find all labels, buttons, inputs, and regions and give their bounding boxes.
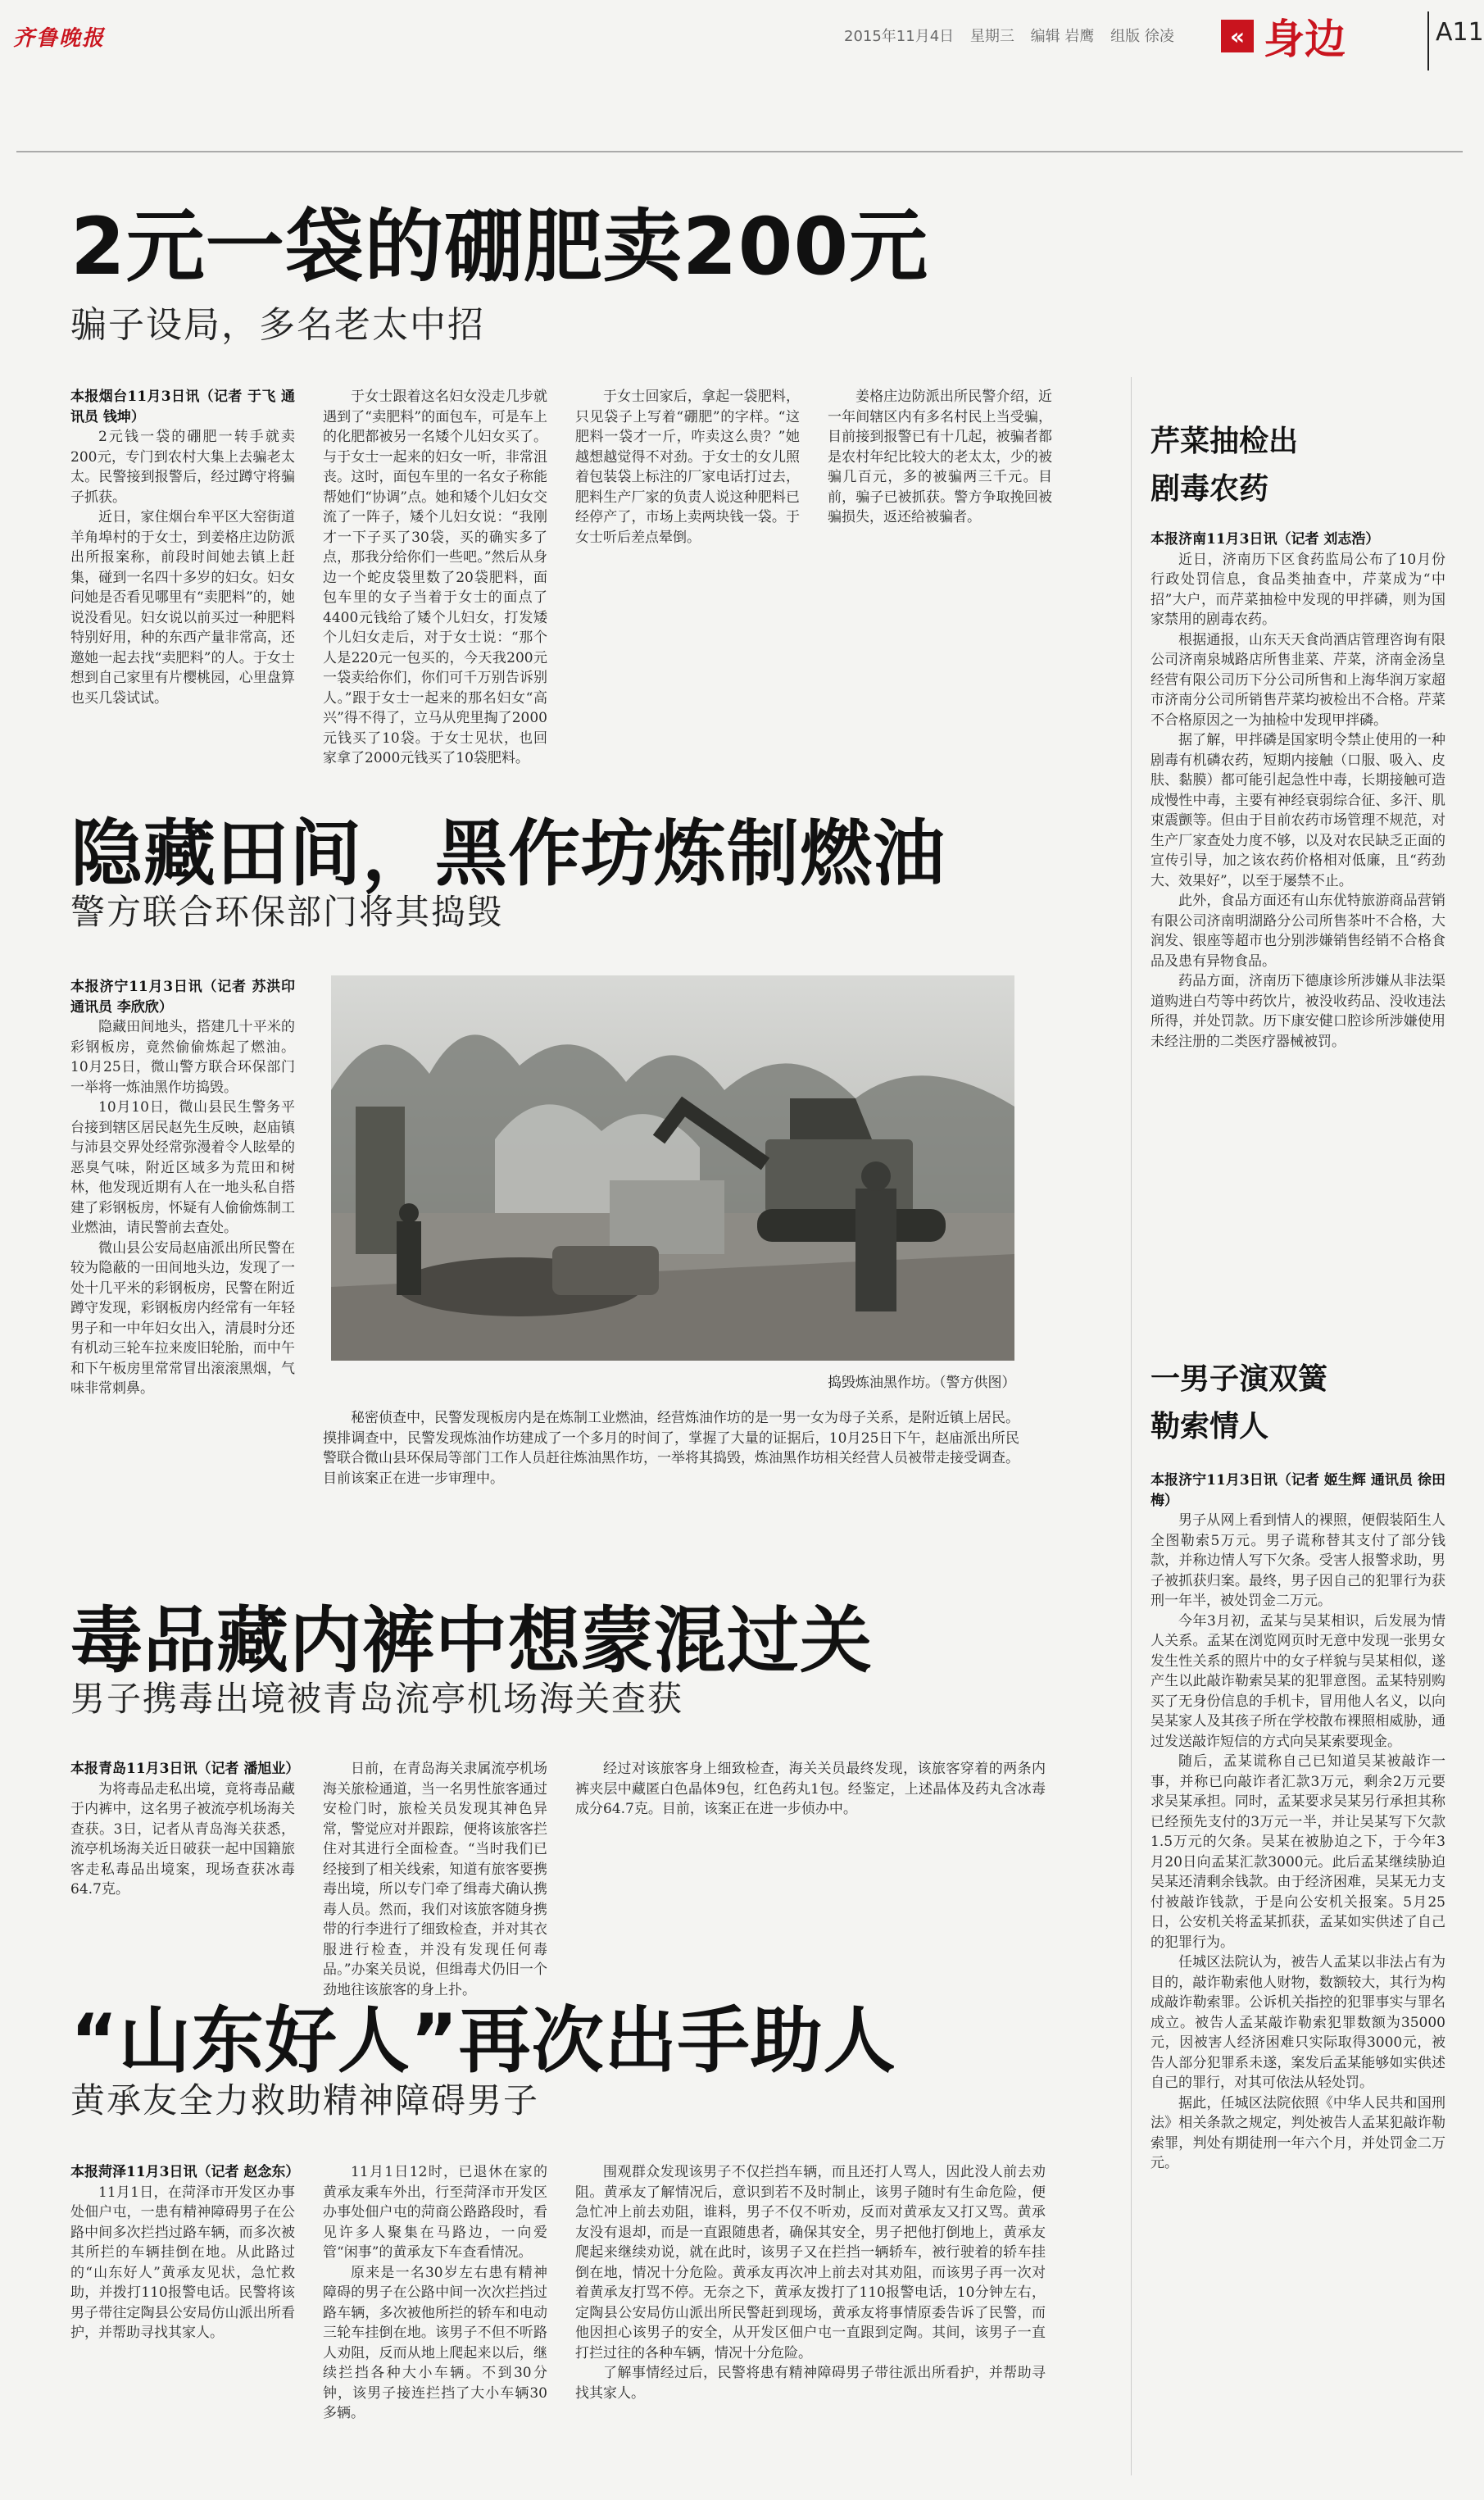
article-3-paragraph: 日前，在青岛海关隶属流亭机场海关旅检通道，当一名男性旅客通过安检门时，旅检关员发现其神色异常，警觉应对并跟踪，便将该旅客拦住对其进行全面检查。“当时我们已经接到了相关线索，知道有旅客要携毒出境，所以专门牵了缉毒犬确认携毒人员。然而，我们对该旅客随身携带的行李进行了细致检查，并对其衣服进行检查，并没有发现任何毒品。”办案关员说，但缉毒犬仍旧一个劲地往该旅客的身上扑。 (323, 1761, 547, 1998)
article-1-subheadline: 骗子设局，多名老太中招 (70, 304, 485, 346)
sidebar-1-paragraph: 此外，食品方面还有山东优特旅游商品营销有限公司济南明湖路分公司所售茶叶不合格，大润发、银座等超市也分别涉嫌销售经销不合格食品及患有异物食品。 (1150, 893, 1445, 970)
article-4-body (70, 2162, 1062, 2482)
sidebar-1-headline-line: 芹菜抽检出 (1150, 425, 1299, 458)
article-2-paragraph: 隐藏田间地头，搭建几十平米的彩钢板房，竟然偷偷炼起了燃油。10月25日，微山警方联合环保部门一举将一炼油黑作坊捣毁。 (70, 1019, 295, 1096)
header-meta (844, 25, 1186, 46)
article-4-paragraph: 围观群众发现该男子不仅拦挡车辆，而且还打人骂人，因此没人前去劝阻。黄承友了解情况后，意识到若不及时制止，该男子随时有生命危险，便急忙冲上前去劝阻，谁料，男子不仅不听劝，反而对黄承友又打又骂。黄承友没有退却，而是一直跟随患者，确保其安全，男子把他打倒地上，黄承友爬起来继续劝说，就在此时，该男子又在拦挡一辆轿车，被行驶着的轿车挂倒在地，情况十分危险。黄承友再次冲上前去对其劝阻，而该男子再一次对着黄承友打骂不停。无奈之下，黄承友拨打了110报警电话，10分钟左右，定陶县公安局仿山派出所民警赶到现场，黄承友将事情原委告诉了民警，而他因担心该男子的安全，从开发区佃户屯一直跟到定陶。其间，该男子一直打拦过往的各种车辆，情况十分危险。 (575, 2164, 1046, 2361)
article-3-body (70, 1759, 1062, 1998)
article-2-paragraph: 10月10日，微山县民生警务平台接到辖区居民赵先生反映，赵庙镇与沛县交界处经常弥漫着令人眩晕的恶臭气味，附近区域多为荒田和树林，他发现近期有人在一地头私自搭建了彩钢板房，怀疑有人偷偷炼制工业燃油，请民警前去查处。 (70, 1099, 295, 1236)
article-1-paragraph: 姜格庄边防派出所民警介绍，近一年间辖区内有多名村民上当受骗，目前接到报警已有十几起，被骗者都是农村年纪比较大的老太太，少的被骗几百元，多的被骗两三千元。目前，骗子已被抓获。警方争取挽回被骗损失，返还给被骗者。 (828, 389, 1052, 525)
article-1-col-1 (70, 387, 295, 723)
article-4-col-3 (575, 2162, 1046, 2482)
sidebar-1-body (1150, 530, 1445, 1354)
header-divider (1427, 11, 1429, 70)
article-3-byline: 本报青岛11月3日讯（记者 潘旭业） (70, 1761, 300, 1777)
article-1-body (70, 387, 1062, 766)
sidebar-2-paragraph: 今年3月初，孟某与吴某相识，后发展为情人关系。孟某在浏览网页时无意中发现一张男女发生性关系的照片中的女子样貌与吴某相似，遂产生以此敲诈勒索吴某的犯罪意图。孟某特别购买了无身份信息的手机卡，冒用他人名义，以向吴某家人及其孩子所在学校散布裸照相威胁，通过发送敲诈短信的方式向吴某索要现金。 (1150, 1612, 1445, 1750)
article-2-body-bottom (323, 1408, 1036, 1572)
sidebar-2-byline: 本报济宁11月3日讯（记者 姬生辉 通讯员 徐田梅） (1150, 1472, 1445, 1509)
article-3-subheadline: 男子携毒出境被青岛流亭机场海关查获 (70, 1679, 684, 1719)
article-3-paragraph: 经过对该旅客身上细致检查，海关关员最终发现，该旅客穿着的两条内裤夹层中藏匿白色晶体9包，红色药丸1包。经鉴定，上述晶体及药丸含冰毒成分64.7克。目前，该案正在进一步侦办中。 (575, 1761, 1046, 1817)
article-2-headline: 隐藏田间，黑作坊炼制燃油 (70, 811, 946, 896)
page-number: A11 (1436, 18, 1484, 47)
article-2-col-2 (323, 1408, 1019, 1572)
article-4-col-1 (70, 2162, 300, 2482)
sidebar-1-headline-line: 剧毒农药 (1150, 472, 1269, 506)
designer-credit: 组版 徐凌 (1110, 28, 1174, 45)
article-1-col-4 (828, 387, 1052, 723)
article-4-col-2 (323, 2162, 547, 2482)
article-2-paragraph: 秘密侦查中，民警发现板房内是在炼制工业燃油，经营炼油作坊的是一男一女为母子关系，是附近镇上居民。摸排调查中，民警发现炼油作坊建成了一个多月的时间了，掌握了大量的证据后，10月25日下午，赵庙派出所民警联合微山县环保局等部门工作人员赶往炼油黑作坊，一举将其捣毁，炼油黑作坊相关经营人员被带走接受调查。目前该案正在进一步审理中。 (323, 1410, 1019, 1487)
article-1-paragraph: 2元钱一袋的硼肥一转手就卖200元，专门到农村大集上去骗老太太。民警接到报警后，经过蹲守将骗子抓获。 (70, 429, 295, 506)
article-1-byline: 本报烟台11月3日讯（记者 于飞 通讯员 钱坤） (70, 389, 295, 425)
issue-weekday: 星期三 (969, 28, 1014, 45)
column-divider (1131, 377, 1132, 2475)
sidebar-2-paragraph: 据此，任城区法院依照《中华人民共和国刑法》相关条款之规定，判处被告人孟某犯敲诈勒索罪，判处有期徒刑一年六个月，并处罚金二万元。 (1150, 2094, 1445, 2171)
sidebar-1-paragraph: 药品方面，济南历下德康诊所涉嫌从非法渠道购进白芍等中药饮片，被没收药品、没收违法所得，并处罚款。历下康安健口腔诊所涉嫌使用未经注册的二类医疗器械被罚。 (1150, 973, 1445, 1050)
editor-credit: 编辑 岩鹰 (1030, 28, 1095, 45)
header-rule (16, 151, 1463, 152)
sidebar-2-paragraph: 随后，孟某谎称自己已知道吴某被敲诈一事，并称已向敲诈者汇款3万元，剩余2万元要求吴某承担。同时，孟某要求吴某另行承担其称已经预先支付的3万元一半，并让吴某写下欠款1.5万元的欠条。吴某在被胁迫之下，于今年3月20日向孟某汇款3000元。此后孟某继续胁迫吴某还清剩余钱款。由于经济困难，吴某无力支付被敲诈钱款，于是向公安机关报案。5月25日，公安机关将孟某抓获，孟某如实供述了自己的犯罪行为。 (1150, 1753, 1445, 1951)
issue-date: 2015年11月4日 (844, 28, 955, 45)
article-4-paragraph: 11月1日，在菏泽市开发区办事处佃户屯，一患有精神障碍男子在公路中间多次拦挡过路车辆，而多次被其所拦的车辆挂倒在地。从此路过的“山东好人”黄承友见状，急忙救助，并拨打110报警电话。民警将该男子带往定陶县公安局仿山派出所看护，并帮助寻找其家人。 (70, 2184, 295, 2341)
article-1-paragraph: 于女士回家后，拿起一袋肥料，只见袋子上写着“硼肥”的字样。“这肥料一袋才一斤，咋卖这么贵？”她越想越觉得不对劲。于女士的女儿照着包装袋上标注的厂家电话打过去，肥料生产厂家的负责人说这种肥料已经停产了，市场上卖两块钱一袋。于女士听后差点晕倒。 (575, 389, 800, 546)
sidebar-2-paragraph: 任城区法院认为，被告人孟某以非法占有为目的，敲诈勒索他人财物，数额较大，其行为构成敲诈勒索罪。公诉机关指控的犯罪事实与罪名成立。被告人孟某敲诈勒索犯罪数额为35000元，因被害人经济困难只实际取得3000元，被告人部分犯罪系未遂，案发后孟某能够如实供述自己的罪行，对其可依法从轻处罚。 (1150, 1954, 1445, 2091)
sidebar-1-paragraph: 近日，济南历下区食药监局公布了10月份行政处罚信息，食品类抽查中，芹菜成为“中招”大户，而芹菜抽检中发现的甲拌磷，则为国家禁用的剧毒农药。 (1150, 551, 1445, 628)
article-4-paragraph: 11月1日12时，已退休在家的黄承友乘车外出，行至菏泽市开发区办事处佃户屯的菏商公路路段时，看见许多人聚集在马路边，一向爱管“闲事”的黄承友下车查看情况。 (323, 2164, 547, 2261)
sidebar-1-headline (1150, 418, 1445, 513)
photo-oil-workshop-demolition (331, 975, 1014, 1361)
sidebar-2-headline-line: 一男子演双簧 (1150, 1362, 1328, 1396)
article-4-headline: “山东好人”再次出手助人 (70, 1998, 896, 2083)
sidebar-1-paragraph: 根据通报，山东天天食尚酒店管理咨询有限公司济南泉城路店所售韭菜、芹菜，济南金汤皇经营有限公司历下分公司所售和上海华润万家超市济南分公司所销售芹菜均被检出不合格。芹菜不合格原因之一为抽检中发现甲拌磷。 (1150, 631, 1445, 729)
article-2-paragraph: 微山县公安局赵庙派出所民警在较为隐蔽的一田间地头边，发现了一处十几平米的彩钢板房，民警在附近蹲守发现，彩钢板房内经常有一年轻男子和一中年妇女出入，清晨时分还有机动三轮车拉来废旧轮胎，而中午和下午板房里常常冒出滚滚黑烟，气味非常刺鼻。 (70, 1239, 295, 1397)
sidebar-2-paragraph: 男子从网上看到情人的裸照，便假装陌生人全图勒索5万元。男子谎称替其支付了部分钱款，并称边情人写下欠条。受害人报警求助，男子被抓获归案。最终，男子因自己的犯罪行为获刑一年半，被处罚金二万元。 (1150, 1512, 1445, 1609)
article-4-subheadline: 黄承友全力救助精神障碍男子 (70, 2080, 540, 2120)
newspaper-logo: 齐鲁晚报 (13, 26, 106, 51)
article-1-col-3 (575, 387, 800, 723)
article-2-byline: 本报济宁11月3日讯（记者 苏洪印 通讯员 李欣欣） (70, 979, 295, 1016)
article-3-paragraph: 为将毒品走私出境，竟将毒品藏于内裤中，这名男子被流亭机场海关查获。3日，记者从青岛海关获悉，流亭机场海关近日破获一起中国籍旅客走私毒品出境案，现场查获冰毒64.7克。 (70, 1780, 295, 1898)
article-4-paragraph: 了解事情经过后，民警将患有精神障碍男子带往派出所看护，并帮助寻找其家人。 (575, 2365, 1046, 2402)
article-1-paragraph: 近日，家住烟台牟平区大窑街道羊角埠村的于女士，到姜格庄边防派出所报案称，前段时间她去镇上赶集，碰到一名四十多岁的妇女。妇女问她是否看见哪里有“卖肥料”的，她说没看见。妇女说以前买过一种肥料特别好用，种的东西产量非常高，还邀她一起去找“卖肥料”的人。于女士想到自己家里有片樱桃园，心里盘算也买几袋试试。 (70, 509, 295, 707)
article-1-paragraph: 于女士跟着这名妇女没走几步就遇到了“卖肥料”的面包车，可是车上的化肥都被另一名矮个儿妇女买了。与于女士一起来的妇女一听，非常沮丧。这时，面包车里的一名女子称能帮她们“协调”点。她和矮个儿妇女交流了一阵子，矮个儿妇女说：“我刚才一下子买了30袋，买的确实多了点，那我分给你们一些吧。”然后从身边一个蛇皮袋里数了20袋肥料，面包车里的女子当着于女士的面点了4400元钱给了矮个儿妇女，打发矮个儿妇女走后，对于女士说：“那个人是220元一包买的，今天我200元一袋卖给你们，你们可千万别告诉别人。”跟于女士一起来的那名妇女“高兴”得不得了，立马从兜里掏了2000元钱买了10袋。于女士见状，也回家拿了2000元钱买了10袋肥料。 (323, 389, 547, 766)
sidebar-1-byline: 本报济南11月3日讯（记者 刘志浩） (1150, 531, 1380, 548)
article-2-subheadline: 警方联合环保部门将其捣毁 (70, 892, 504, 932)
sidebar-2-headline-line: 勒索情人 (1150, 1410, 1269, 1443)
section-label (1221, 11, 1418, 61)
article-3-col-2 (323, 1759, 547, 1998)
article-3-headline: 毒品藏内裤中想蒙混过关 (70, 1598, 874, 1683)
article-3-col-1 (70, 1759, 300, 1944)
section-name: 身边 (1264, 16, 1346, 63)
article-1-headline: 2元一袋的硼肥卖200元 (70, 201, 929, 293)
article-4-paragraph: 原来是一名30岁左右患有精神障碍的男子在公路中间一次次拦挡过路车辆，多次被他所拦的轿车和电动三轮车挂倒在地。该男子不但不听路人劝阻，反而从地上爬起来以后，继续拦挡各种大小车辆。不到30分钟，该男子接连拦挡了大小车辆30多辆。 (323, 2264, 547, 2421)
article-2-col-1 (70, 977, 295, 1397)
article-4-byline: 本报菏泽11月3日讯（记者 赵念东） (70, 2164, 300, 2180)
sidebar-2-headline (1150, 1356, 1445, 1451)
chevron-left-icon: « (1221, 20, 1254, 52)
sidebar-2-body (1150, 1470, 1445, 2475)
article-3-col-3 (575, 1759, 1046, 1944)
sidebar-1-paragraph: 据了解，甲拌磷是国家明令禁止使用的一种剧毒有机磷农药，短期内接触（口服、吸入、皮肤、黏膜）都可能引起急性中毒，长期接触可造成慢性中毒，主要有神经衰弱综合征、多汗、肌束震颤等。但由于目前农药市场管理不规范，对生产厂家查处力度不够，以及对农民缺乏正面的宣传引导，加之该农药价格相对低廉，且“药劲大、效果好”，以至于屡禁不止。 (1150, 732, 1445, 889)
photo-caption: 捣毁炼油黑作坊。（警方供图） (828, 1375, 1016, 1391)
article-1-col-2 (323, 387, 547, 766)
